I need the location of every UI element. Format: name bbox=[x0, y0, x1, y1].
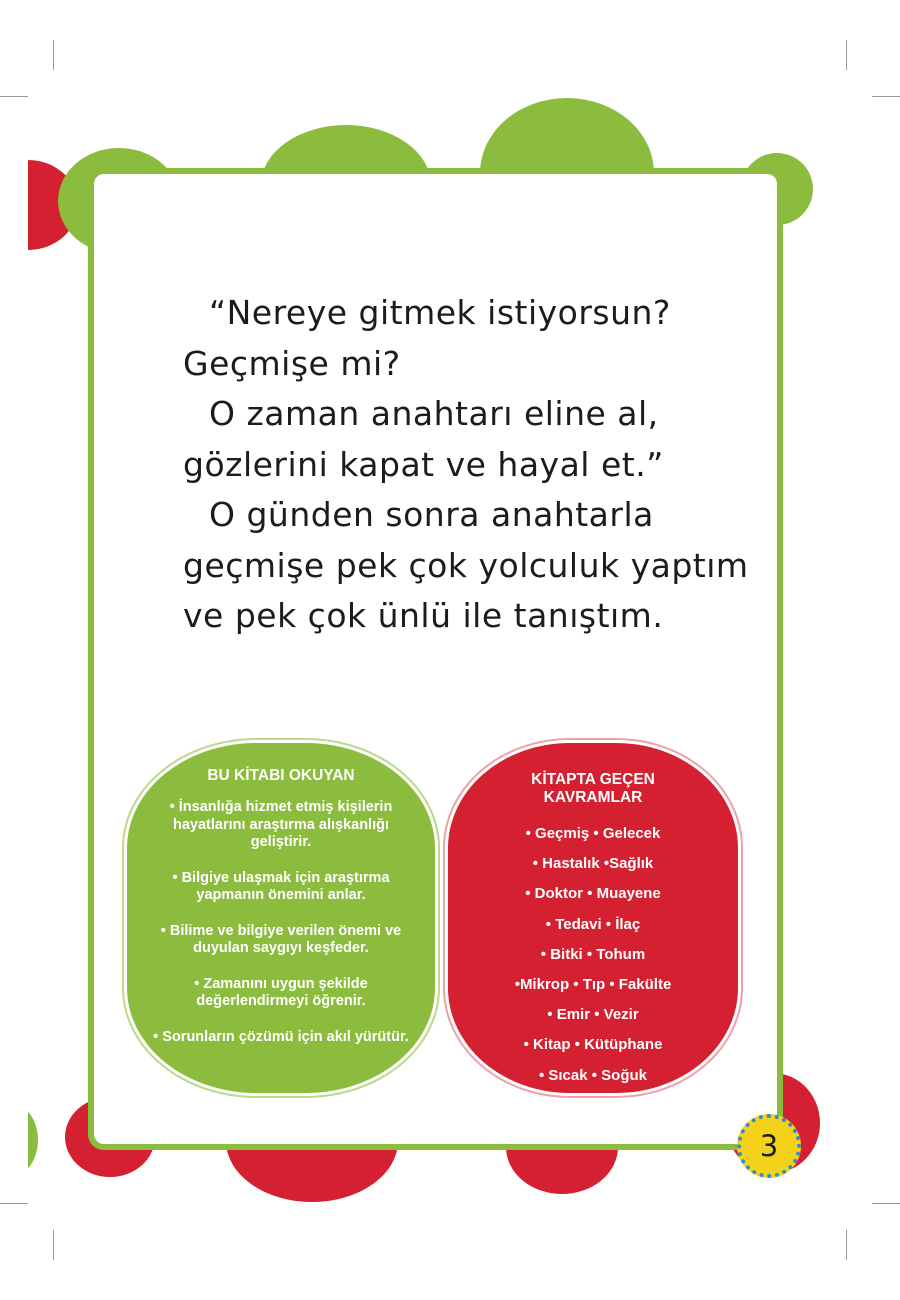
story-line: gözlerini kapat ve hayal et.” bbox=[183, 444, 664, 484]
crop-mark bbox=[0, 1203, 28, 1204]
story-text bbox=[183, 288, 749, 642]
concepts-box bbox=[448, 743, 738, 1093]
crop-mark bbox=[0, 96, 28, 97]
list-item: • Bilgiye ulaşmak için araştırma yapmanın önemini anlar. bbox=[172, 869, 390, 903]
list-item: • Kitap • Kütüphane bbox=[523, 1036, 663, 1054]
story-line: “Nereye gitmek istiyorsun? bbox=[209, 293, 671, 332]
concepts-title: KİTAPTA GEÇEN KAVRAMLAR bbox=[531, 771, 655, 806]
list-item: • Bilime ve bilgiye verilen önemi ve duyulan saygıyı keşfeder. bbox=[160, 922, 402, 956]
list-item: • Zamanını uygun şekilde değerlendirmeyi öğrenir. bbox=[194, 975, 368, 1009]
list-item: • Doktor • Muayene bbox=[525, 885, 661, 903]
list-item: • Sıcak • Soğuk bbox=[538, 1066, 648, 1084]
reader-outcomes-title: BU KİTABI OKUYAN bbox=[207, 767, 355, 784]
list-item: • Tedavi • İlaç bbox=[545, 915, 641, 933]
list-item: • İnsanlığa hizmet etmiş kişilerin hayatlarını araştırma alışkanlığı geliştirir. bbox=[169, 799, 393, 850]
reader-outcomes-list bbox=[147, 799, 415, 1064]
list-item: • Hastalık •Sağlık bbox=[532, 855, 654, 873]
crop-mark bbox=[872, 1203, 900, 1204]
concepts-list bbox=[448, 819, 738, 1091]
list-item: • Geçmiş • Gelecek bbox=[525, 825, 661, 842]
list-item: • Sorunların çözümü için akıl yürütür. bbox=[153, 1028, 409, 1045]
story-line: O zaman anahtarı eline al, bbox=[209, 394, 659, 433]
list-item: • Emir • Vezir bbox=[547, 1006, 639, 1024]
page-number-badge bbox=[737, 1114, 801, 1178]
decor-circle bbox=[28, 1104, 38, 1176]
page-number: 3 bbox=[759, 1129, 779, 1163]
story-line: ve pek çok ünlü ile tanıştım. bbox=[183, 596, 664, 635]
story-line: O günden sonra anahtarla bbox=[209, 495, 654, 534]
list-item: • Bitki • Tohum bbox=[540, 945, 646, 963]
crop-mark bbox=[872, 96, 900, 97]
story-line: Geçmişe mi? bbox=[183, 343, 401, 383]
list-item: •Mikrop • Tıp • Fakülte bbox=[514, 976, 672, 994]
reader-outcomes-box bbox=[127, 743, 435, 1093]
story-line: geçmişe pek çok yolculuk yaptım bbox=[183, 545, 749, 585]
